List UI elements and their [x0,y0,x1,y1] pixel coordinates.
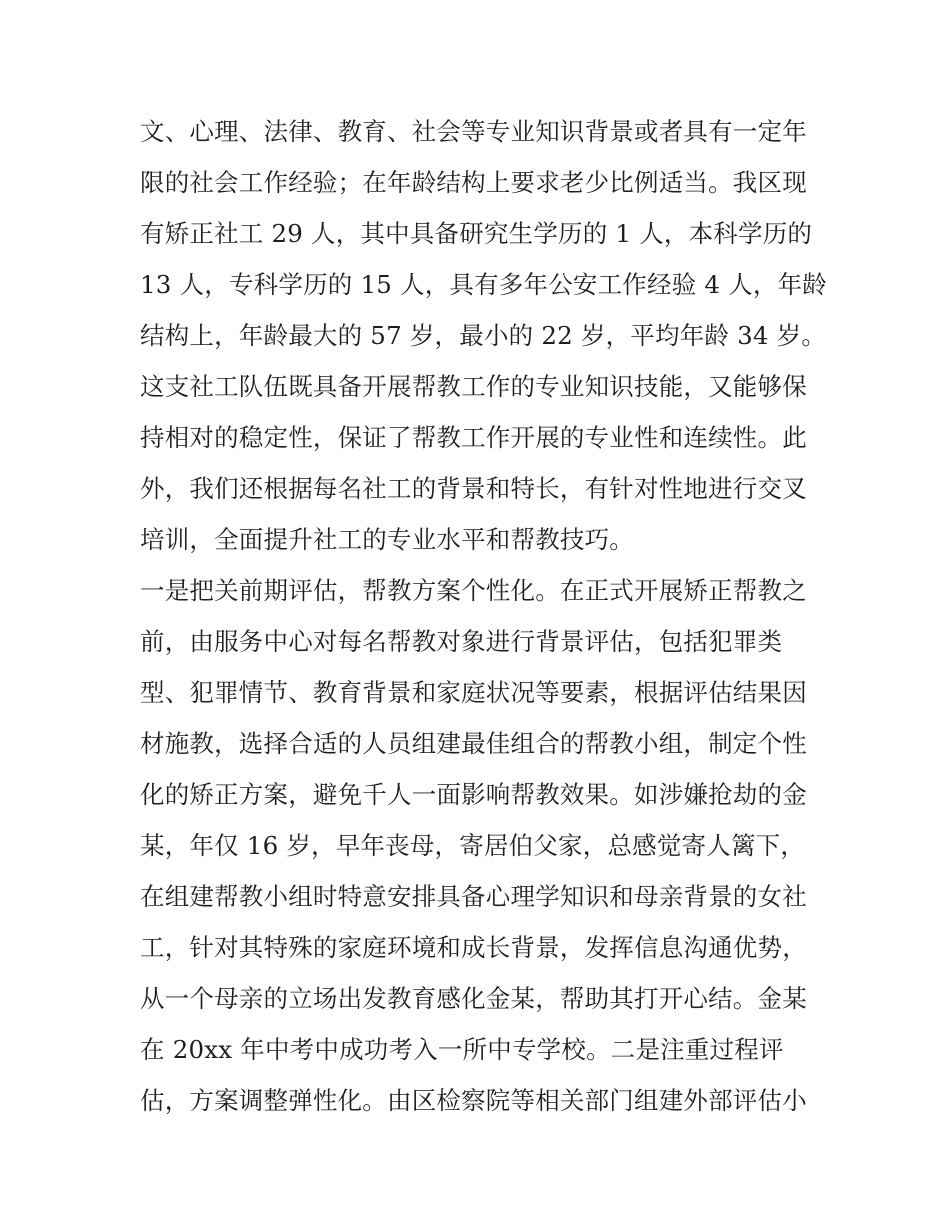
text-line: 在 20xx 年中考中成功考入一所中专学校。二是注重过程评 [140,1035,784,1064]
document-body [140,106,830,1126]
text-line: 文、心理、法律、教育、社会等专业知识背景或者具有一定年 [140,117,807,146]
text-line: 型、犯罪情节、教育背景和家庭状况等要素，根据评估结果因 [140,678,807,707]
text-line: 在组建帮教小组时特意安排具备心理学知识和母亲背景的女社 [140,882,807,911]
text-line: 13 人，专科学历的 15 人，具有多年公安工作经验 4 人，年龄 [140,270,827,299]
text-line: 外，我们还根据每名社工的背景和特长，有针对性地进行交叉 [140,474,807,503]
text-line: 持相对的稳定性，保证了帮教工作开展的专业性和连续性。此 [140,423,807,452]
text-line: 从一个母亲的立场出发教育感化金某，帮助其打开心结。金某 [140,984,807,1013]
text-line: 某，年仅 16 岁，早年丧母，寄居伯父家，总感觉寄人篱下， [140,831,806,860]
text-line: 估，方案调整弹性化。由区检察院等相关部门组建外部评估小 [140,1086,807,1115]
text-line: 培训，全面提升社工的专业水平和帮教技巧。 [140,525,634,554]
text-line: 结构上，年龄最大的 57 岁，最小的 22 岁，平均年龄 34 岁。 [140,321,827,350]
text-line: 限的社会工作经验；在年龄结构上要求老少比例适当。我区现 [140,168,807,197]
text-line: 有矫正社工 29 人，其中具备研究生学历的 1 人，本科学历的 [140,219,813,248]
text-line: 一是把关前期评估，帮教方案个性化。在正式开展矫正帮教之 [140,576,807,605]
text-line: 材施教，选择合适的人员组建最佳组合的帮教小组，制定个性 [140,729,807,758]
text-line: 这支社工队伍既具备开展帮教工作的专业知识技能，又能够保 [140,372,807,401]
text-line: 化的矫正方案，避免千人一面影响帮教效果。如涉嫌抢劫的金 [140,780,807,809]
text-line: 前，由服务中心对每名帮教对象进行背景评估，包括犯罪类 [140,627,783,656]
text-line: 工，针对其特殊的家庭环境和成长背景，发挥信息沟通优势， [140,933,807,962]
